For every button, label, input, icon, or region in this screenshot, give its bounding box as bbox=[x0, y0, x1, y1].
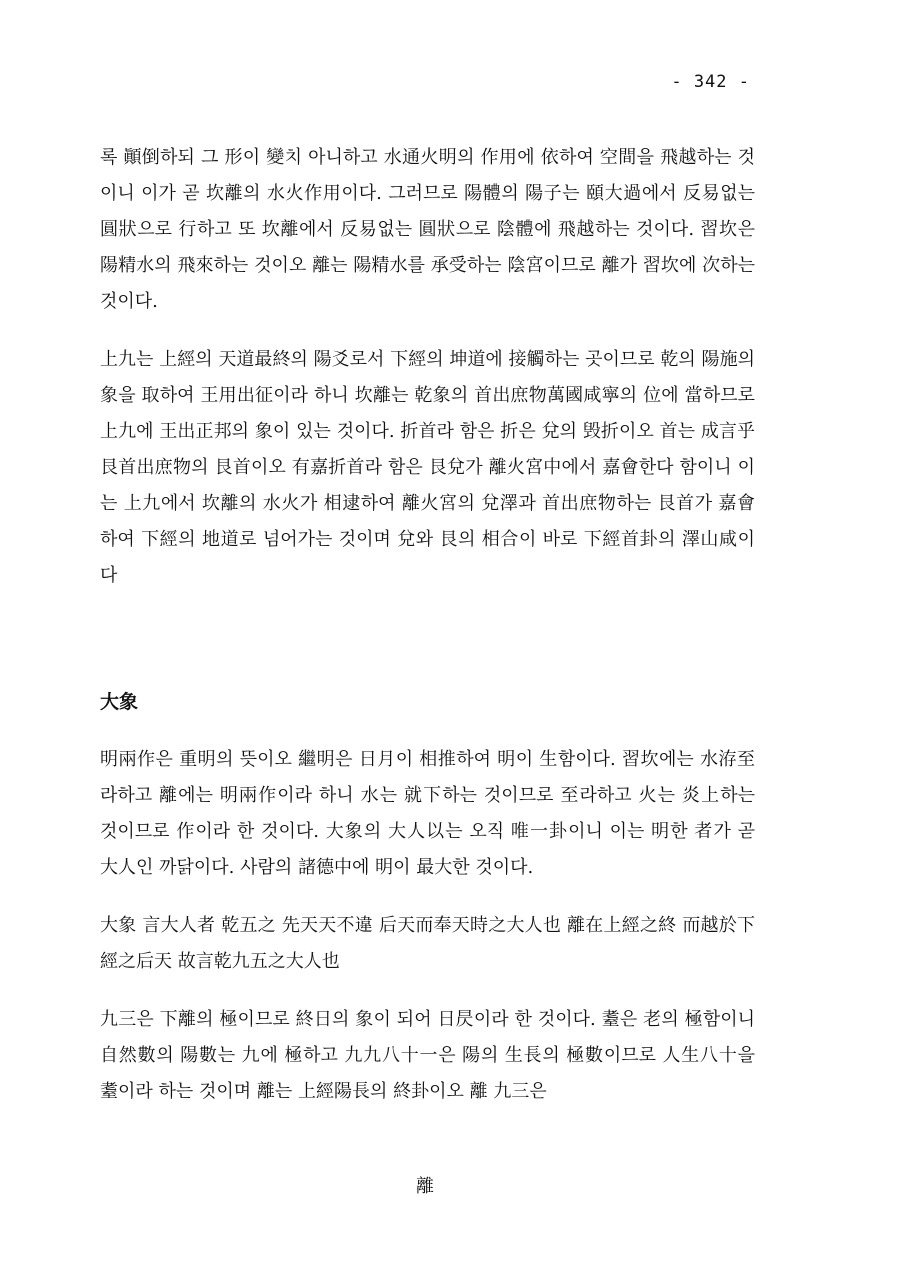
paragraph-2: 上九는 上經의 天道最終의 陽爻로서 下經의 坤道에 接觸하는 곳이므로 乾의 陽施의 象을 取하여 王用出征이라 하니 坎離는 乾象의 首出庶物萬國咸寧의 位에 當하므로 上九에 王出正邦의 象이 있는 것이다. 折首라 함은 折은 兌의 毁折이오 首는 成言乎艮首出庶物의 艮首이오 有嘉折首라 함은 艮兌가 離火宮中에서 嘉會한다 함이니 이는 上九에서 坎離의 水火가 相逮하여 離火宮의 兌澤과 首出庶物하는 艮首가 嘉會하여 下經의 地道로 넘어가는 것이며 兌와 艮의 相合이 바로 下經首卦의 澤山咸이다 bbox=[100, 349, 755, 586]
paragraph-5: 九三은 下離의 極이므로 終日의 象이 되어 日昃이라 한 것이다. 耋은 老의 極함이니 自然數의 陽數는 九에 極하고 九九八十一은 陽의 生長의 極數이므로 人生八十을 耋이라 하는 것이며 離는 上經陽長의 終卦이오 離 九三은 bbox=[100, 1009, 755, 1102]
page-footer: 離 bbox=[416, 1176, 434, 1197]
document-body bbox=[100, 140, 755, 1132]
paragraph-3: 明兩作은 重明의 뜻이오 繼明은 日月이 相推하여 明이 生함이다. 習坎에는 水洊至라하고 離에는 明兩作이라 하니 水는 就下하는 것이므로 至라하고 火는 炎上하는 것이므로 作이라 한 것이다. 大象의 大人以는 오직 唯一卦이니 이는 明한 者가 곧 大人인 까닭이다. 사람의 諸德中에 明이 最大한 것이다. bbox=[100, 749, 755, 878]
section-heading: 大象 bbox=[100, 691, 139, 713]
paragraph-1: 록 顚倒하되 그 形이 變치 아니하고 水通火明의 作用에 依하여 空間을 飛越하는 것이니 이가 곧 坎離의 水火作用이다. 그러므로 陽體의 陽子는 頤大過에서 反易없는 圓狀으로 行하고 또 坎離에서 反易없는 圓狀으로 陰體에 飛越하는 것이다. 習坎은 陽精水의 飛來하는 것이오 離는 陽精水를 承受하는 陰宮이므로 離가 習坎에 次하는 것이다. bbox=[100, 147, 755, 312]
paragraph-4: 大象 言大人者 乾五之 先天天不違 后天而奉天時之大人也 離在上經之終 而越於下經之后天 故言乾九五之大人也 bbox=[100, 915, 755, 972]
page-number: - 342 - bbox=[671, 72, 750, 92]
